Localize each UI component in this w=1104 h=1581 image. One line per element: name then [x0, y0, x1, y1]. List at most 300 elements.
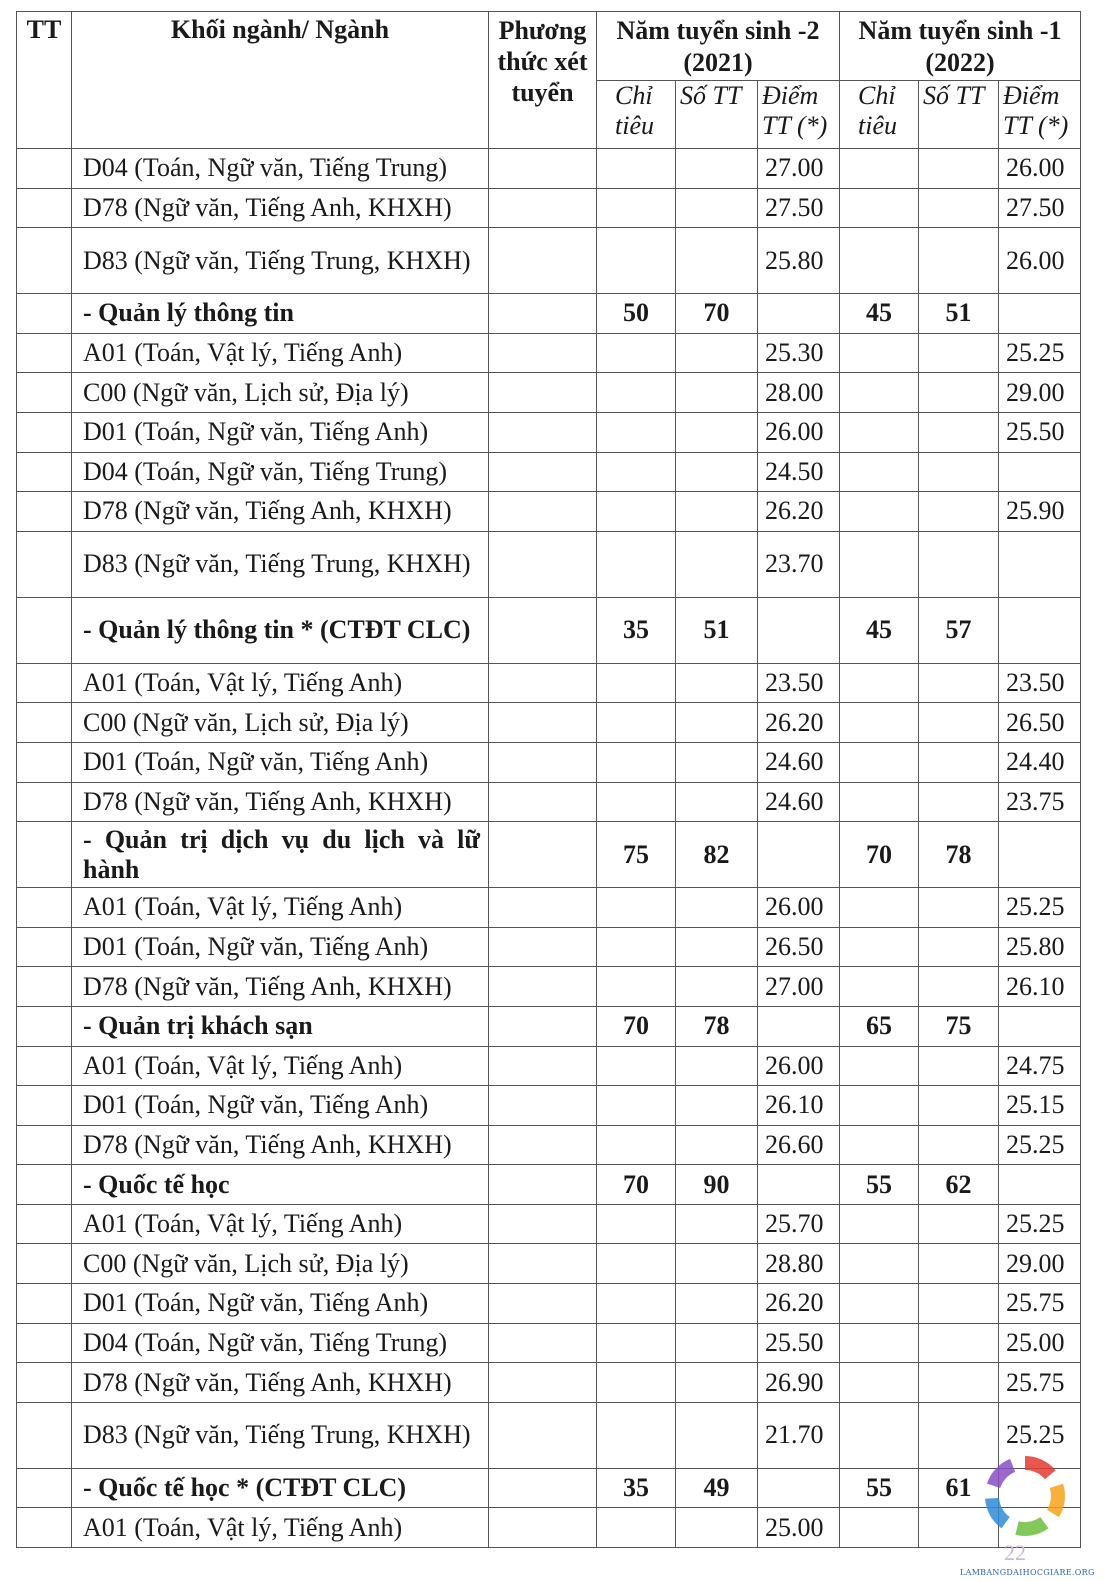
- table-row: [17, 888, 1081, 928]
- chi-tieu-2021: [597, 1046, 676, 1086]
- table-row: [17, 1508, 1081, 1548]
- header-sub-so-tt-2022: Số TT: [919, 81, 999, 149]
- chi-tieu-2022: [840, 1244, 919, 1284]
- diem-2021: 26.00: [758, 412, 840, 452]
- header-sub-so-tt-2021: Số TT: [676, 81, 758, 149]
- diem-2022: 25.75: [999, 1284, 1081, 1324]
- so-tt-2022: [919, 149, 999, 189]
- table-row: [17, 188, 1081, 228]
- so-tt-2021: [676, 452, 758, 492]
- chi-tieu-2021: [597, 1508, 676, 1548]
- table-row: [17, 1204, 1081, 1244]
- combo-name: A01 (Toán, Vật lý, Tiếng Anh): [72, 663, 489, 703]
- diem-2021: 23.50: [758, 663, 840, 703]
- major-name: - Quản lý thông tin: [72, 294, 489, 334]
- so-tt-2022: [919, 1284, 999, 1324]
- table-row: [17, 228, 1081, 294]
- diem-2021: [758, 1006, 840, 1046]
- chi-tieu-2021: [597, 1244, 676, 1284]
- diem-2021: 23.70: [758, 531, 840, 597]
- so-tt-2021: [676, 1204, 758, 1244]
- diem-2022: 25.25: [999, 1204, 1081, 1244]
- combo-name: C00 (Ngữ văn, Lịch sử, Địa lý): [72, 703, 489, 743]
- table-row: [17, 1402, 1081, 1468]
- chi-tieu-2022: 55: [840, 1468, 919, 1508]
- chi-tieu-2021: [597, 782, 676, 822]
- diem-2022: 24.75: [999, 1046, 1081, 1086]
- tt-cell: [17, 531, 72, 597]
- so-tt-2021: [676, 1323, 758, 1363]
- major-name: - Quốc tế học * (CTĐT CLC): [72, 1468, 489, 1508]
- diem-2022: 25.25: [999, 1125, 1081, 1165]
- chi-tieu-2022: [840, 927, 919, 967]
- so-tt-2022: [919, 742, 999, 782]
- method-cell: [489, 1046, 597, 1086]
- chi-tieu-2022: [840, 1323, 919, 1363]
- diem-2022: 25.15: [999, 1086, 1081, 1126]
- method-cell: [489, 822, 597, 888]
- diem-2022: 25.25: [999, 1402, 1081, 1468]
- diem-2022: 25.25: [999, 333, 1081, 373]
- diem-2022: 25.75: [999, 1363, 1081, 1403]
- combo-name: D78 (Ngữ văn, Tiếng Anh, KHXH): [72, 188, 489, 228]
- chi-tieu-2022: [840, 1284, 919, 1324]
- combo-name: D83 (Ngữ văn, Tiếng Trung, KHXH): [72, 1402, 489, 1468]
- diem-2021: 25.70: [758, 1204, 840, 1244]
- tt-cell: [17, 294, 72, 334]
- so-tt-2021: [676, 492, 758, 532]
- diem-2021: 28.80: [758, 1244, 840, 1284]
- so-tt-2021: 78: [676, 1006, 758, 1046]
- header-year-2022: Năm tuyển sinh -1 (2022): [840, 12, 1081, 81]
- diem-2021: 26.20: [758, 703, 840, 743]
- admission-score-table: [16, 11, 1081, 1548]
- so-tt-2022: [919, 373, 999, 413]
- diem-2022: [999, 1006, 1081, 1046]
- tt-cell: [17, 373, 72, 413]
- so-tt-2022: [919, 333, 999, 373]
- combo-name: C00 (Ngữ văn, Lịch sử, Địa lý): [72, 373, 489, 413]
- so-tt-2022: [919, 452, 999, 492]
- method-cell: [489, 228, 597, 294]
- table-row: [17, 1363, 1081, 1403]
- diem-2021: [758, 597, 840, 663]
- chi-tieu-2021: [597, 927, 676, 967]
- diem-2022: 25.00: [999, 1323, 1081, 1363]
- tt-cell: [17, 492, 72, 532]
- major-name: - Quản trị khách sạn: [72, 1006, 489, 1046]
- so-tt-2022: [919, 188, 999, 228]
- diem-2022: [999, 531, 1081, 597]
- method-cell: [489, 1508, 597, 1548]
- so-tt-2022: [919, 1244, 999, 1284]
- so-tt-2021: [676, 663, 758, 703]
- diem-2021: 25.80: [758, 228, 840, 294]
- combo-name: D01 (Toán, Ngữ văn, Tiếng Anh): [72, 742, 489, 782]
- combo-name: C00 (Ngữ văn, Lịch sử, Địa lý): [72, 1244, 489, 1284]
- so-tt-2021: [676, 1363, 758, 1403]
- so-tt-2022: [919, 228, 999, 294]
- chi-tieu-2022: 70: [840, 822, 919, 888]
- tt-cell: [17, 1284, 72, 1324]
- diem-2022: 23.50: [999, 663, 1081, 703]
- chi-tieu-2022: [840, 1204, 919, 1244]
- method-cell: [489, 492, 597, 532]
- diem-2022: [999, 294, 1081, 334]
- watermark-arc: [1053, 1486, 1058, 1514]
- method-cell: [489, 188, 597, 228]
- so-tt-2022: [919, 1086, 999, 1126]
- so-tt-2021: [676, 1046, 758, 1086]
- tt-cell: [17, 1244, 72, 1284]
- chi-tieu-2021: [597, 412, 676, 452]
- combo-name: D01 (Toán, Ngữ văn, Tiếng Anh): [72, 927, 489, 967]
- table-row: [17, 1086, 1081, 1126]
- table-row: [17, 333, 1081, 373]
- chi-tieu-2021: [597, 149, 676, 189]
- chi-tieu-2022: 65: [840, 1006, 919, 1046]
- so-tt-2021: [676, 742, 758, 782]
- major-row: [17, 294, 1081, 334]
- diem-2021: 26.00: [758, 888, 840, 928]
- so-tt-2021: 51: [676, 597, 758, 663]
- so-tt-2021: [676, 888, 758, 928]
- tt-cell: [17, 1086, 72, 1126]
- chi-tieu-2021: [597, 1363, 676, 1403]
- diem-2021: 26.20: [758, 1284, 840, 1324]
- so-tt-2022: [919, 412, 999, 452]
- method-cell: [489, 1284, 597, 1324]
- tt-cell: [17, 782, 72, 822]
- method-cell: [489, 742, 597, 782]
- so-tt-2021: 90: [676, 1165, 758, 1205]
- chi-tieu-2022: [840, 782, 919, 822]
- watermark-logo-icon: [974, 1448, 1076, 1568]
- major-row: [17, 1165, 1081, 1205]
- chi-tieu-2022: [840, 452, 919, 492]
- so-tt-2022: 78: [919, 822, 999, 888]
- so-tt-2022: 62: [919, 1165, 999, 1205]
- header-method: Phương thức xét tuyển: [489, 12, 597, 149]
- table-row: [17, 1323, 1081, 1363]
- chi-tieu-2022: [840, 1402, 919, 1468]
- method-cell: [489, 703, 597, 743]
- method-cell: [489, 294, 597, 334]
- combo-name: D78 (Ngữ văn, Tiếng Anh, KHXH): [72, 1125, 489, 1165]
- so-tt-2022: [919, 1323, 999, 1363]
- chi-tieu-2022: [840, 333, 919, 373]
- combo-name: D04 (Toán, Ngữ văn, Tiếng Trung): [72, 452, 489, 492]
- chi-tieu-2021: [597, 228, 676, 294]
- major-row: [17, 597, 1081, 663]
- diem-2022: 26.50: [999, 703, 1081, 743]
- table-row: [17, 663, 1081, 703]
- so-tt-2021: [676, 1508, 758, 1548]
- chi-tieu-2021: 75: [597, 822, 676, 888]
- method-cell: [489, 412, 597, 452]
- diem-2021: 24.50: [758, 452, 840, 492]
- chi-tieu-2022: [840, 188, 919, 228]
- so-tt-2022: [919, 1046, 999, 1086]
- combo-name: D78 (Ngữ văn, Tiếng Anh, KHXH): [72, 492, 489, 532]
- tt-cell: [17, 412, 72, 452]
- diem-2021: 24.60: [758, 782, 840, 822]
- chi-tieu-2022: [840, 703, 919, 743]
- watermark-arc: [1017, 1523, 1044, 1529]
- so-tt-2021: [676, 333, 758, 373]
- chi-tieu-2021: [597, 492, 676, 532]
- diem-2022: 29.00: [999, 373, 1081, 413]
- chi-tieu-2022: [840, 373, 919, 413]
- header-sub-diem-2021: Điểm TT (*): [758, 81, 840, 149]
- diem-2021: [758, 1468, 840, 1508]
- diem-2021: 27.00: [758, 967, 840, 1007]
- combo-name: D04 (Toán, Ngữ văn, Tiếng Trung): [72, 1323, 489, 1363]
- so-tt-2021: [676, 373, 758, 413]
- method-cell: [489, 927, 597, 967]
- chi-tieu-2021: [597, 452, 676, 492]
- tt-cell: [17, 703, 72, 743]
- combo-name: D04 (Toán, Ngữ văn, Tiếng Trung): [72, 149, 489, 189]
- header-sub-diem-2022: Điểm TT (*): [999, 81, 1081, 149]
- chi-tieu-2021: [597, 663, 676, 703]
- tt-cell: [17, 1165, 72, 1205]
- table-body: [17, 149, 1081, 1548]
- table-row: [17, 531, 1081, 597]
- diem-2021: 26.50: [758, 927, 840, 967]
- diem-2022: 23.75: [999, 782, 1081, 822]
- so-tt-2022: [919, 703, 999, 743]
- diem-2022: [999, 1165, 1081, 1205]
- chi-tieu-2022: [840, 1046, 919, 1086]
- tt-cell: [17, 228, 72, 294]
- tt-cell: [17, 742, 72, 782]
- so-tt-2021: [676, 1086, 758, 1126]
- so-tt-2022: [919, 531, 999, 597]
- chi-tieu-2021: [597, 1323, 676, 1363]
- combo-name: D83 (Ngữ văn, Tiếng Trung, KHXH): [72, 228, 489, 294]
- diem-2022: 25.25: [999, 888, 1081, 928]
- diem-2021: 25.00: [758, 1508, 840, 1548]
- method-cell: [489, 1165, 597, 1205]
- chi-tieu-2021: 70: [597, 1006, 676, 1046]
- so-tt-2022: [919, 888, 999, 928]
- so-tt-2021: [676, 1244, 758, 1284]
- diem-2022: 29.00: [999, 1244, 1081, 1284]
- combo-name: A01 (Toán, Vật lý, Tiếng Anh): [72, 1508, 489, 1548]
- method-cell: [489, 1363, 597, 1403]
- diem-2022: 26.00: [999, 149, 1081, 189]
- diem-2022: [999, 822, 1081, 888]
- table-row: [17, 1125, 1081, 1165]
- watermark-arc: [1025, 1463, 1050, 1475]
- method-cell: [489, 452, 597, 492]
- chi-tieu-2022: [840, 412, 919, 452]
- method-cell: [489, 1323, 597, 1363]
- diem-2021: 24.60: [758, 742, 840, 782]
- diem-2021: 26.60: [758, 1125, 840, 1165]
- chi-tieu-2022: [840, 888, 919, 928]
- so-tt-2022: [919, 782, 999, 822]
- chi-tieu-2022: [840, 149, 919, 189]
- chi-tieu-2021: [597, 1125, 676, 1165]
- chi-tieu-2021: [597, 703, 676, 743]
- method-cell: [489, 597, 597, 663]
- chi-tieu-2022: [840, 228, 919, 294]
- chi-tieu-2022: [840, 492, 919, 532]
- header-tt: TT: [17, 12, 72, 149]
- so-tt-2022: [919, 663, 999, 703]
- tt-cell: [17, 1508, 72, 1548]
- major-row: [17, 1006, 1081, 1046]
- chi-tieu-2021: [597, 531, 676, 597]
- tt-cell: [17, 1402, 72, 1468]
- method-cell: [489, 333, 597, 373]
- so-tt-2021: [676, 703, 758, 743]
- method-cell: [489, 1244, 597, 1284]
- diem-2022: 25.90: [999, 492, 1081, 532]
- tt-cell: [17, 1125, 72, 1165]
- so-tt-2021: [676, 531, 758, 597]
- tt-cell: [17, 663, 72, 703]
- method-cell: [489, 1204, 597, 1244]
- major-name: - Quốc tế học: [72, 1165, 489, 1205]
- major-row: [17, 822, 1081, 888]
- table-row: [17, 1244, 1081, 1284]
- tt-cell: [17, 333, 72, 373]
- method-cell: [489, 1468, 597, 1508]
- chi-tieu-2022: [840, 1125, 919, 1165]
- table-row: [17, 782, 1081, 822]
- so-tt-2021: [676, 927, 758, 967]
- chi-tieu-2022: [840, 663, 919, 703]
- so-tt-2022: [919, 967, 999, 1007]
- combo-name: D01 (Toán, Ngữ văn, Tiếng Anh): [72, 1086, 489, 1126]
- method-cell: [489, 373, 597, 413]
- chi-tieu-2022: [840, 1363, 919, 1403]
- header-sub-chi-tieu-2022: Chỉ tiêu: [840, 81, 919, 149]
- so-tt-2021: [676, 782, 758, 822]
- diem-2021: 26.20: [758, 492, 840, 532]
- so-tt-2021: [676, 149, 758, 189]
- chi-tieu-2021: [597, 1204, 676, 1244]
- combo-name: D01 (Toán, Ngữ văn, Tiếng Anh): [72, 412, 489, 452]
- method-cell: [489, 531, 597, 597]
- major-row: [17, 1468, 1081, 1508]
- tt-cell: [17, 452, 72, 492]
- chi-tieu-2021: [597, 1284, 676, 1324]
- header-row-top: [17, 12, 1081, 81]
- table-row: [17, 927, 1081, 967]
- so-tt-2021: [676, 188, 758, 228]
- method-cell: [489, 149, 597, 189]
- watermark-arc: [994, 1465, 1013, 1485]
- diem-2022: [999, 452, 1081, 492]
- table-row: [17, 492, 1081, 532]
- diem-2021: 25.30: [758, 333, 840, 373]
- so-tt-2021: [676, 412, 758, 452]
- diem-2022: 26.00: [999, 228, 1081, 294]
- chi-tieu-2021: [597, 1402, 676, 1468]
- diem-2021: 26.90: [758, 1363, 840, 1403]
- so-tt-2021: [676, 228, 758, 294]
- diem-2022: 25.50: [999, 412, 1081, 452]
- diem-2021: [758, 294, 840, 334]
- diem-2021: 28.00: [758, 373, 840, 413]
- combo-name: D83 (Ngữ văn, Tiếng Trung, KHXH): [72, 531, 489, 597]
- tt-cell: [17, 1006, 72, 1046]
- so-tt-2021: 70: [676, 294, 758, 334]
- so-tt-2021: [676, 1284, 758, 1324]
- tt-cell: [17, 1468, 72, 1508]
- header-year-2021: Năm tuyển sinh -2 (2021): [597, 12, 840, 81]
- tt-cell: [17, 927, 72, 967]
- combo-name: D78 (Ngữ văn, Tiếng Anh, KHXH): [72, 782, 489, 822]
- combo-name: D78 (Ngữ văn, Tiếng Anh, KHXH): [72, 1363, 489, 1403]
- chi-tieu-2021: [597, 373, 676, 413]
- method-cell: [489, 782, 597, 822]
- diem-2022: 27.50: [999, 188, 1081, 228]
- watermark-text: LAMBANGDAIHOCGIARE.ORG: [960, 1568, 1095, 1577]
- chi-tieu-2021: [597, 967, 676, 1007]
- chi-tieu-2021: 35: [597, 597, 676, 663]
- diem-2021: 26.00: [758, 1046, 840, 1086]
- so-tt-2022: [919, 927, 999, 967]
- diem-2021: [758, 1165, 840, 1205]
- table-row: [17, 967, 1081, 1007]
- major-name: - Quản trị dịch vụ du lịch và lữ hành: [72, 822, 489, 888]
- table-row: [17, 412, 1081, 452]
- chi-tieu-2021: 35: [597, 1468, 676, 1508]
- so-tt-2022: [919, 492, 999, 532]
- diem-2022: 26.10: [999, 967, 1081, 1007]
- method-cell: [489, 1086, 597, 1126]
- svg-text:22: 22: [1004, 1540, 1026, 1565]
- chi-tieu-2021: 70: [597, 1165, 676, 1205]
- tt-cell: [17, 1046, 72, 1086]
- tt-cell: [17, 188, 72, 228]
- diem-2022: 25.80: [999, 927, 1081, 967]
- table-row: [17, 742, 1081, 782]
- header-major: Khối ngành/ Ngành: [72, 12, 489, 149]
- tt-cell: [17, 1204, 72, 1244]
- method-cell: [489, 967, 597, 1007]
- chi-tieu-2022: [840, 742, 919, 782]
- diem-2022: [999, 597, 1081, 663]
- chi-tieu-2021: [597, 742, 676, 782]
- chi-tieu-2022: 45: [840, 597, 919, 663]
- so-tt-2021: [676, 1125, 758, 1165]
- table-row: [17, 373, 1081, 413]
- tt-cell: [17, 888, 72, 928]
- tt-cell: [17, 597, 72, 663]
- so-tt-2022: [919, 1204, 999, 1244]
- diem-2021: [758, 822, 840, 888]
- so-tt-2022: 61: [919, 1468, 999, 1508]
- diem-2021: 26.10: [758, 1086, 840, 1126]
- diem-2021: 27.50: [758, 188, 840, 228]
- tt-cell: [17, 1363, 72, 1403]
- tt-cell: [17, 149, 72, 189]
- method-cell: [489, 1125, 597, 1165]
- diem-2021: 25.50: [758, 1323, 840, 1363]
- method-cell: [489, 1006, 597, 1046]
- chi-tieu-2022: [840, 531, 919, 597]
- method-cell: [489, 888, 597, 928]
- chi-tieu-2021: [597, 1086, 676, 1126]
- so-tt-2022: [919, 1125, 999, 1165]
- combo-name: D78 (Ngữ văn, Tiếng Anh, KHXH): [72, 967, 489, 1007]
